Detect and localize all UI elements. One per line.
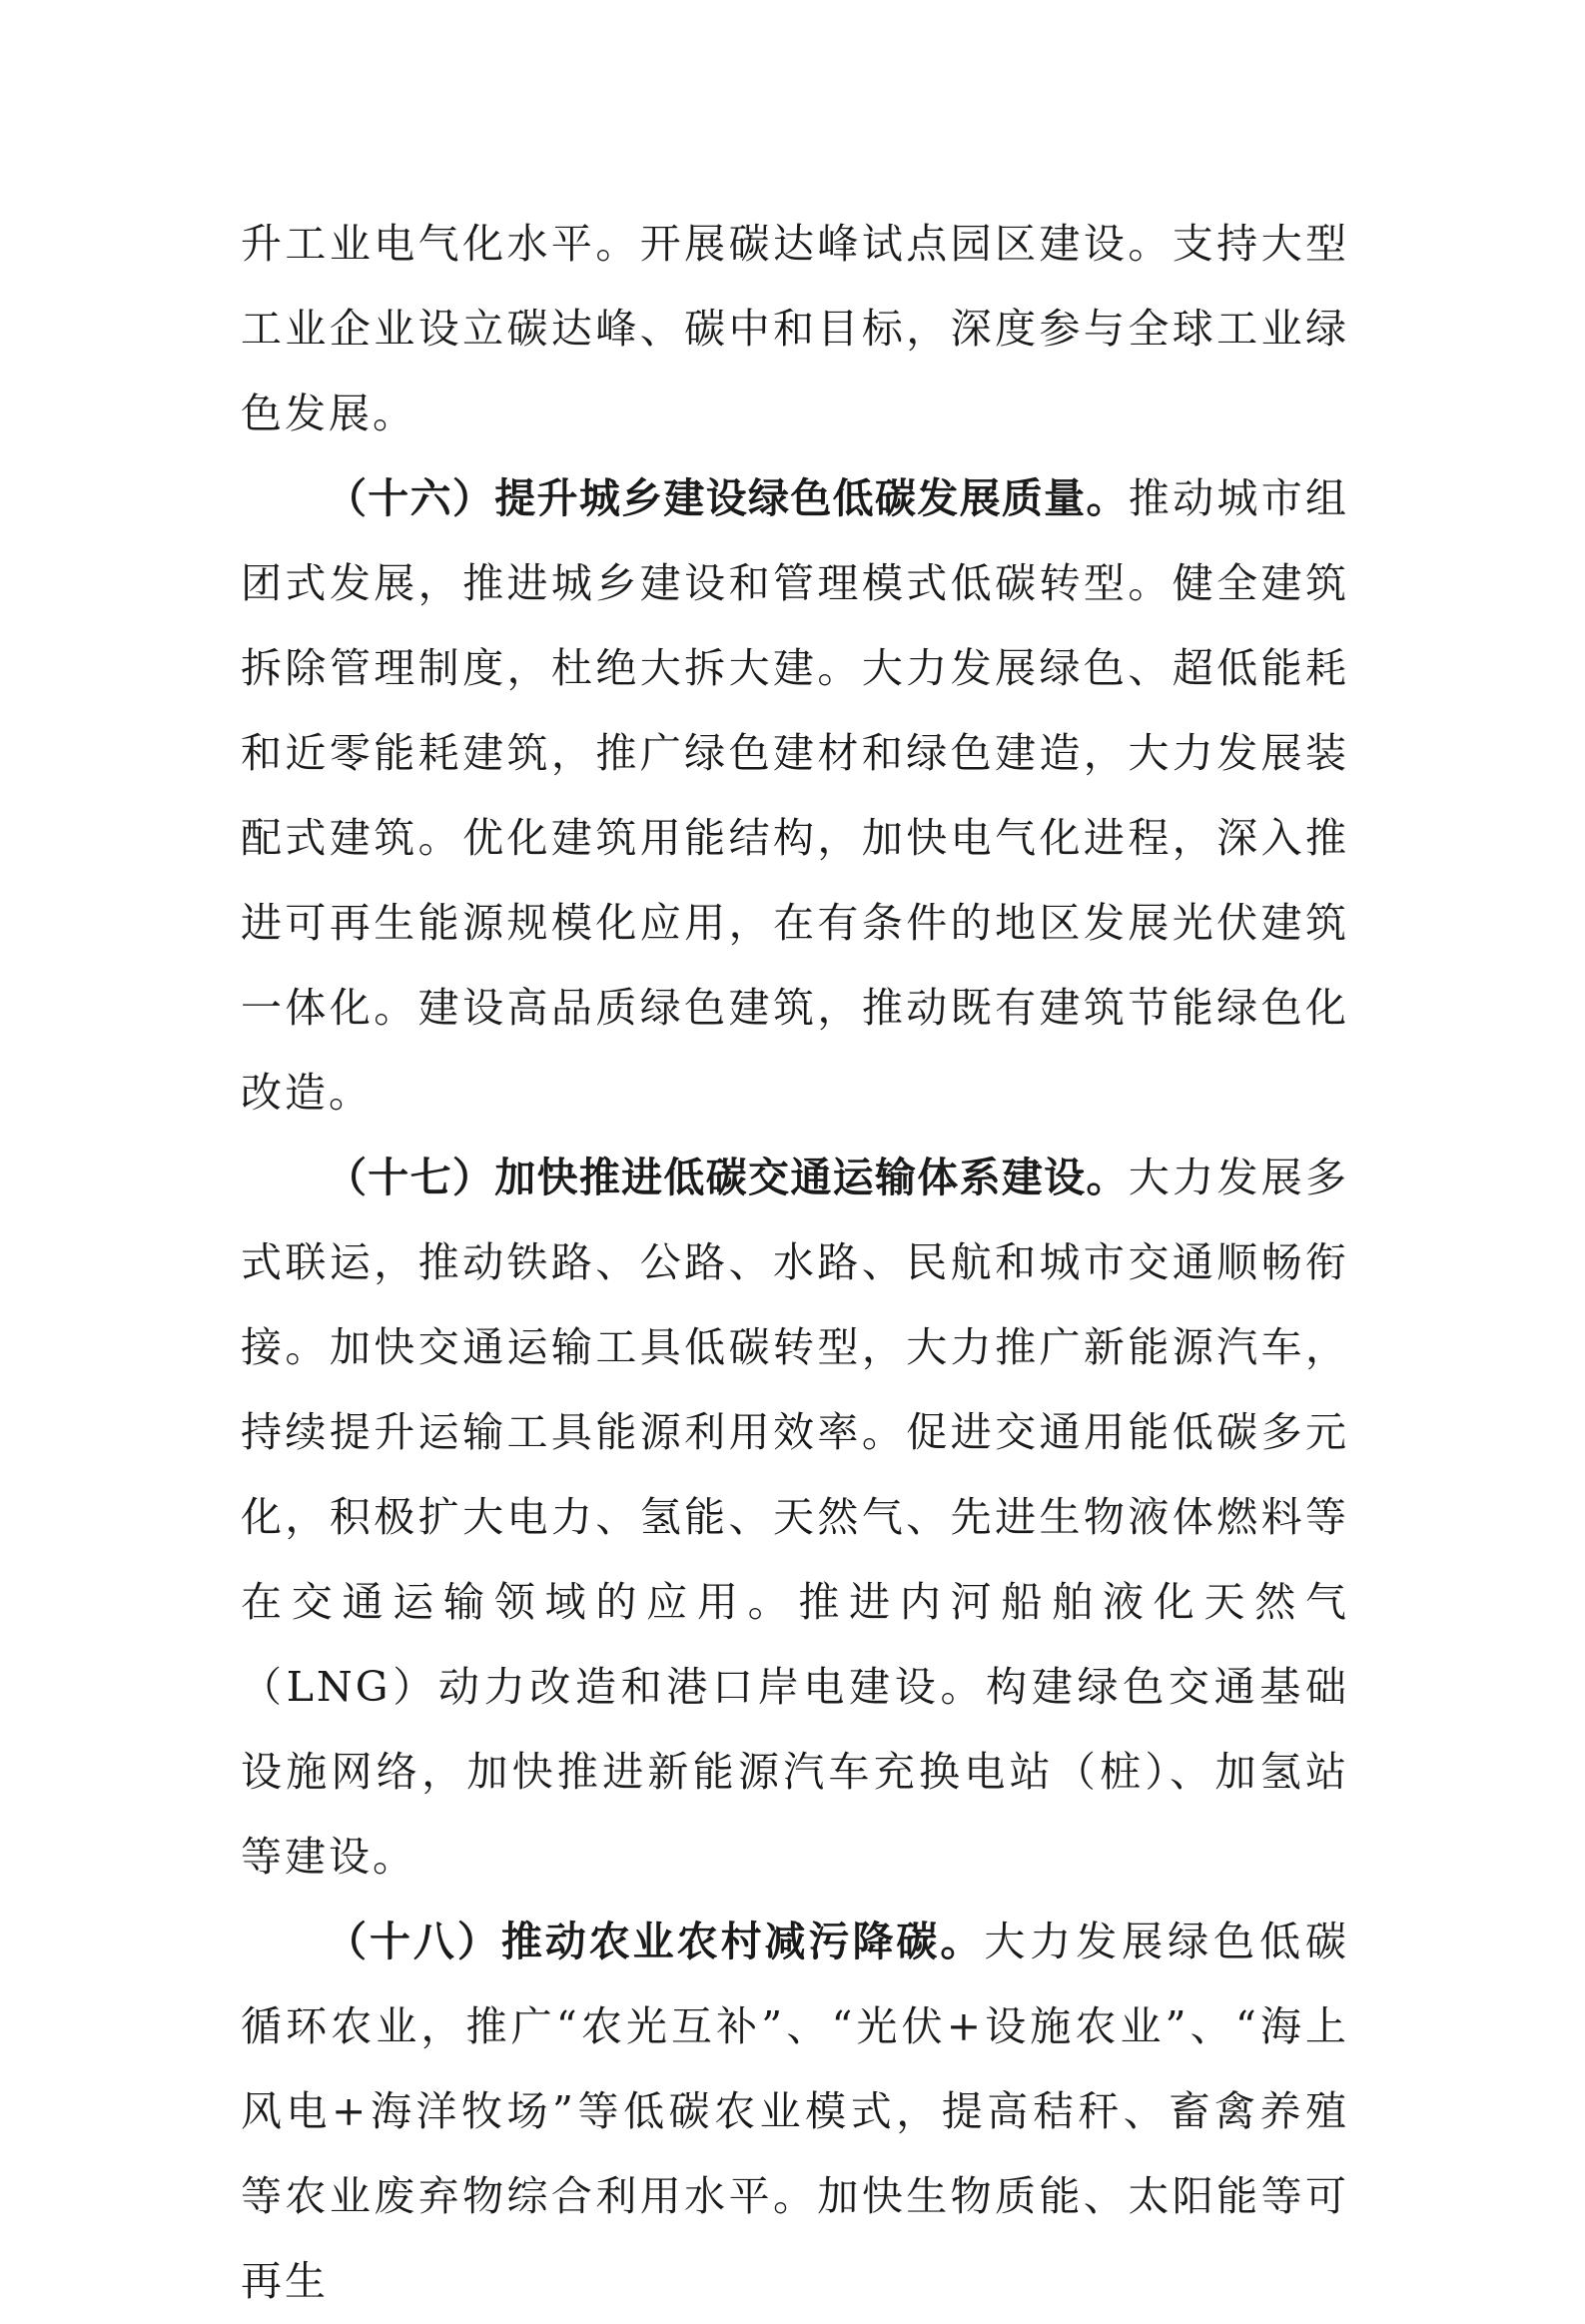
paragraph-body: 推动城市组团式发展，推进城乡建设和管理模式低碳转型。健全建筑拆除管理制度，杜绝大拆大建。大力发展绿色、超低能耗和近零能耗建筑，推广绿色建材和绿色建造，大力发展装配式建筑。优化建筑用能结构，加快电气化进程，深入推进可再生能源规模化应用，在有条件的地区发展光伏建筑一体化。建设高品质绿色建筑，推动既有建筑节能绿色化改造。 [241, 474, 1349, 1117]
paragraph-body: 大力发展多式联运，推动铁路、公路、水路、民航和城市交通顺畅衔接。加快交通运输工具低碳转型，大力推广新能源汽车，持续提升运输工具能源利用效率。促进交通用能低碳多元化，积极扩大电力、氢能、天然气、先进生物液体燃料等在交通运输领域的应用。推进内河船舶液化天然气（LNG）动力改造和港口岸电建设。构建绿色交通基础设施网络，加快推进新能源汽车充换电站（桩）、加氢站等建设。 [241, 1154, 1349, 1881]
paragraph-body: 大力发展绿色低碳循环农业，推广“农光互补”、“光伏+设施农业”、“海上风电+海洋牧场”等低碳农业模式，提高秸秆、畜禽养殖等农业废弃物综合利用水平。加快生物质能、太阳能等可再生 [241, 1918, 1350, 2305]
paragraph-section-17 [241, 1136, 1349, 1900]
paragraph-section-18 [241, 1900, 1349, 2324]
section-heading: （十六）提升城乡建设绿色低碳发展质量。 [326, 474, 1129, 522]
section-heading: （十七）加快推进低碳交通运输体系建设。 [326, 1154, 1129, 1201]
paragraph-section-16 [241, 456, 1349, 1136]
document-body [241, 202, 1349, 2324]
paragraph-continuation [241, 202, 1349, 456]
paragraph-body: 升工业电气化水平。开展碳达峰试点园区建设。支持大型工业企业设立碳达峰、碳中和目标，深度参与全球工业绿色发展。 [241, 220, 1349, 437]
section-heading: （十八）推动农业农村减污降碳。 [326, 1918, 985, 1965]
